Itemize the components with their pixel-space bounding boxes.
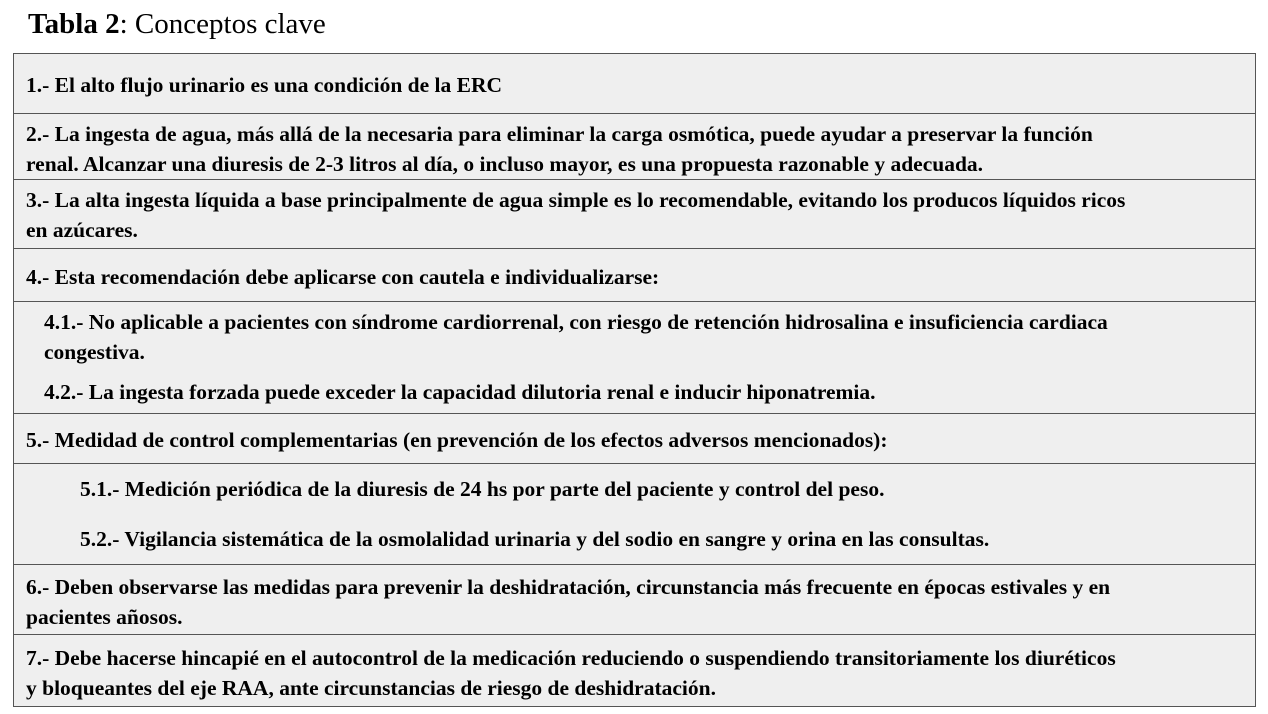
table-row: [14, 180, 1255, 249]
row-2-line-2: renal. Alcanzar una diuresis de 2-3 litros al día, o incluso mayor, es una propuesta razonable y adecuada.: [26, 152, 984, 176]
table-row: [14, 414, 1255, 464]
row-4-1-line-2: congestiva.: [44, 340, 145, 364]
row-4-1-line-1: 4.1.- No aplicable a pacientes con síndrome cardiorrenal, con riesgo de retención hidrosalina e insuficiencia cardiaca: [44, 310, 1108, 334]
caption-title: : Conceptos clave: [119, 8, 326, 40]
table-caption: [28, 6, 326, 42]
table-row: [14, 249, 1255, 302]
row-2-line-1: 2.- La ingesta de agua, más allá de la necesaria para eliminar la carga osmótica, puede ayudar a preservar la función: [26, 122, 1093, 146]
row-1-line-1: 1.- El alto flujo urinario es una condición de la ERC: [26, 73, 503, 97]
row-4-2-line-1: 4.2.- La ingesta forzada puede exceder la capacidad dilutoria renal e inducir hiponatremia.: [44, 380, 876, 404]
table-row: [14, 565, 1255, 635]
row-5-line-1: 5.- Medidad de control complementarias (en prevención de los efectos adversos mencionados):: [26, 428, 888, 452]
table-row: [14, 464, 1255, 565]
key-concepts-table: [13, 53, 1256, 707]
table-row: [14, 114, 1255, 180]
row-3-line-1: 3.- La alta ingesta líquida a base principalmente de agua simple es lo recomendable, evitando los producos líquidos ricos: [26, 188, 1126, 212]
row-4-line-1: 4.- Esta recomendación debe aplicarse con cautela e individualizarse:: [26, 265, 660, 289]
table-row: [14, 635, 1255, 706]
row-7-line-1: 7.- Debe hacerse hincapié en el autocontrol de la medicación reduciendo o suspendiendo transitoriamente los diuréticos: [26, 646, 1116, 670]
row-3-line-2: en azúcares.: [26, 218, 138, 242]
table-row: [14, 54, 1255, 114]
caption-label: Tabla 2: [28, 8, 120, 40]
row-6-line-2: pacientes añosos.: [26, 605, 183, 629]
row-5-2-line-1: 5.2.- Vigilancia sistemática de la osmolalidad urinaria y del sodio en sangre y orina en las consultas.: [80, 527, 990, 551]
table-row: [14, 302, 1255, 414]
row-6-line-1: 6.- Deben observarse las medidas para prevenir la deshidratación, circunstancia más frecuente en épocas estivales y en: [26, 575, 1111, 599]
row-5-1-line-1: 5.1.- Medición periódica de la diuresis de 24 hs por parte del paciente y control del peso.: [80, 477, 885, 501]
row-7-line-2: y bloqueantes del eje RAA, ante circunstancias de riesgo de deshidratación.: [26, 676, 716, 700]
